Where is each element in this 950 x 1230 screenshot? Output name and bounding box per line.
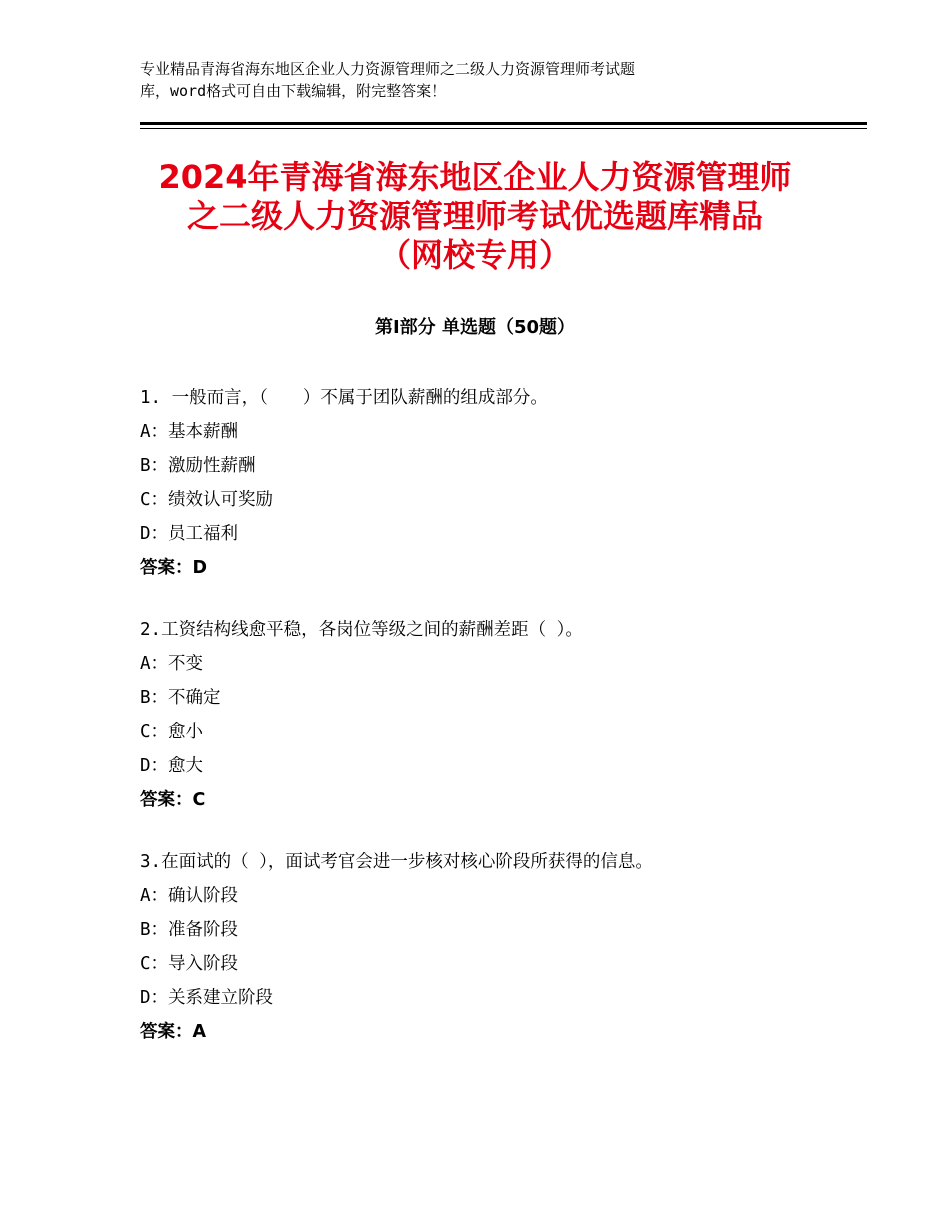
option-b: B：不确定 <box>140 688 221 708</box>
title-line: 2024年青海省海东地区企业人力资源管理师 <box>158 158 792 196</box>
option-a: A：基本薪酬 <box>140 422 239 442</box>
question-item <box>140 613 860 817</box>
option-d: D：员工福利 <box>140 524 239 544</box>
question-stem: 3.在面试的（ ），面试考官会进一步核对核心阶段所获得的信息。 <box>140 852 653 872</box>
option-b: B：激励性薪酬 <box>140 456 256 476</box>
question-stem: 1. 一般而言，（ ）不属于团队薪酬的组成部分。 <box>140 388 548 408</box>
header-note <box>140 58 780 102</box>
answer-line: 答案：A <box>140 1022 207 1042</box>
question-stem: 2.工资结构线愈平稳，各岗位等级之间的薪酬差距（ ）。 <box>140 620 583 640</box>
option-c: C：愈小 <box>140 722 204 742</box>
option-a: A：不变 <box>140 654 204 674</box>
answer-line: 答案：C <box>140 790 206 810</box>
option-d: D：关系建立阶段 <box>140 988 274 1008</box>
option-c: C：绩效认可奖励 <box>140 490 274 510</box>
header-divider-thin <box>140 128 867 129</box>
option-d: D：愈大 <box>140 756 204 776</box>
answer-line: 答案：D <box>140 558 208 578</box>
option-c: C：导入阶段 <box>140 954 239 974</box>
option-a: A：确认阶段 <box>140 886 239 906</box>
section-heading: 第Ⅰ部分 单选题（50题） <box>374 317 575 338</box>
document-title <box>120 158 830 275</box>
header-note-line: 库，word格式可自由下载编辑，附完整答案！ <box>140 82 447 100</box>
title-line: 之二级人力资源管理师考试优选题库精品 <box>186 197 763 235</box>
header-note-line: 专业精品青海省海东地区企业人力资源管理师之二级人力资源管理师考试题 <box>140 60 636 78</box>
header-divider-thick <box>140 122 867 125</box>
question-item <box>140 845 860 1049</box>
title-line: （网校专用） <box>378 236 571 274</box>
option-b: B：准备阶段 <box>140 920 239 940</box>
question-item <box>140 381 860 585</box>
question-list <box>140 381 860 1077</box>
